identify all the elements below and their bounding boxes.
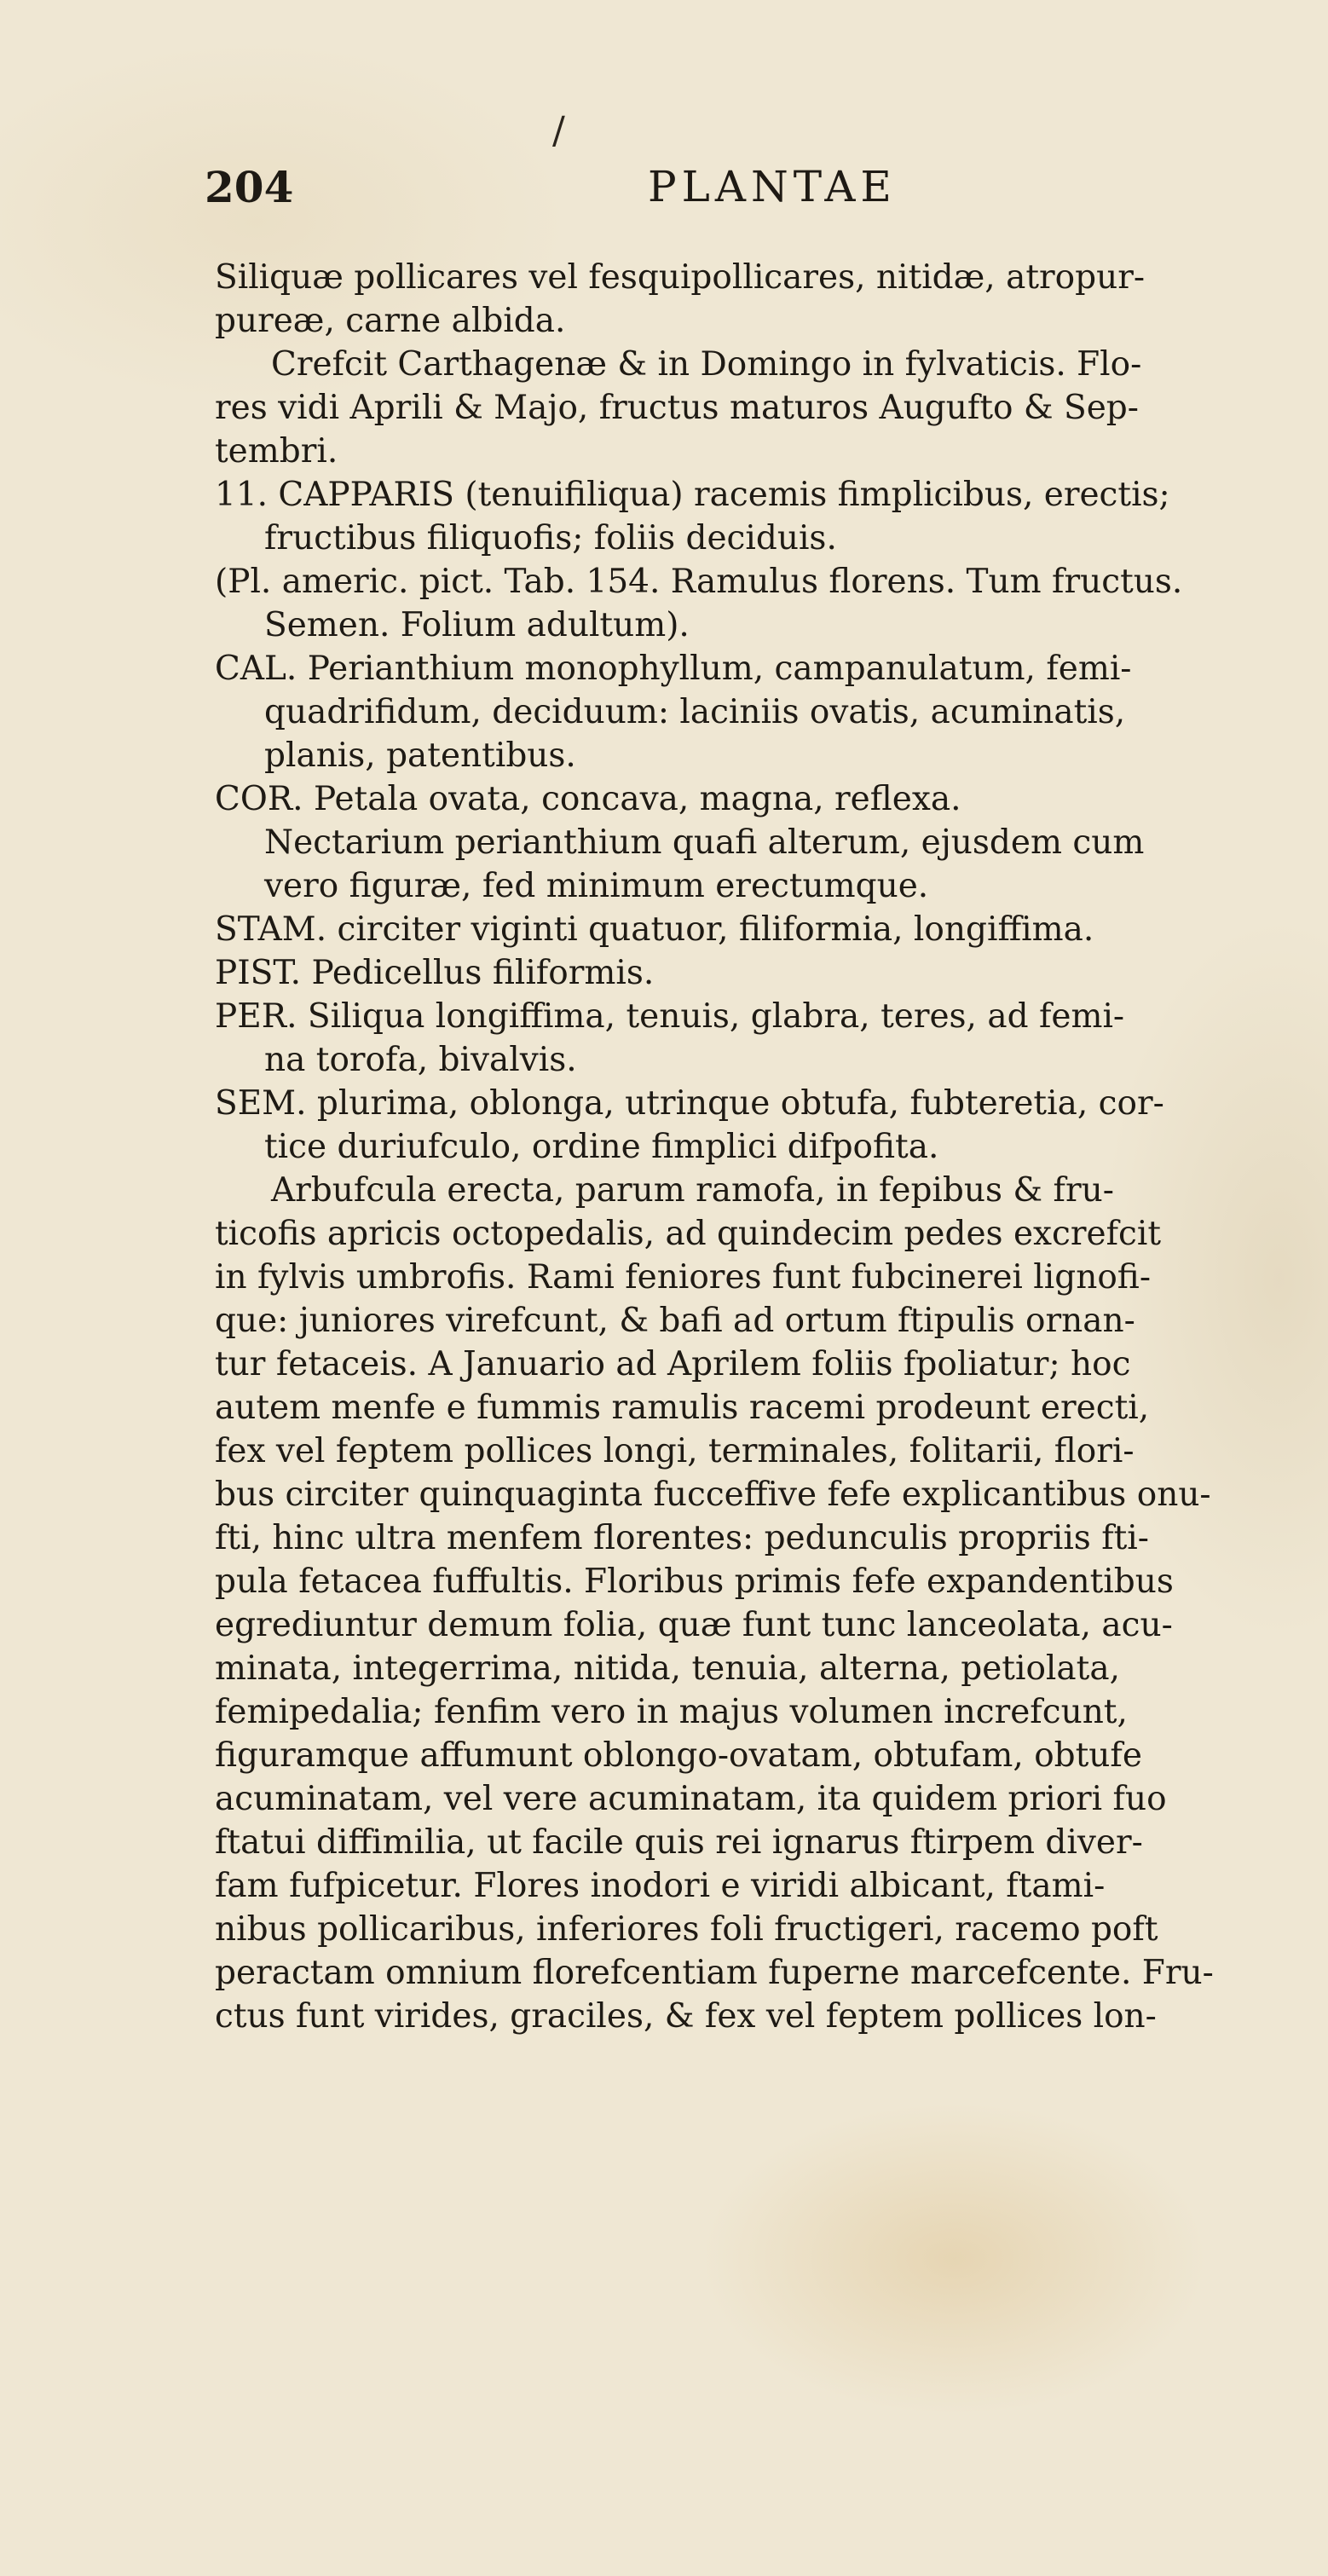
text-line: autem menfe e fummis ramulis racemi prodeunt erecti, [215, 1389, 1150, 1427]
text-line: bus circiter quinquaginta fucceffive fefe explicantibus onu- [215, 1476, 1211, 1514]
text-line: acuminatam, vel vere acuminatam, ita quidem priori fuo [215, 1780, 1167, 1818]
text-line: fex vel feptem pollices longi, terminales, folitarii, flori- [215, 1432, 1135, 1470]
text-line: in fylvis umbrofis. Rami feniores funt fubcinerei lignofi- [215, 1258, 1151, 1297]
text-line: CAL. Perianthium monophyllum, campanulatum, femi- [215, 650, 1132, 688]
text-line: que: juniores virefcunt, & bafi ad ortum ftipulis ornan- [215, 1302, 1135, 1340]
text-line: vero figuræ, fed minimum erectumque. [264, 867, 929, 905]
running-title: PLANTAE [648, 162, 897, 211]
text-line: quadrifidum, deciduum: laciniis ovatis, acuminatis, [264, 693, 1126, 731]
text-line: pureæ, carne albida. [215, 302, 566, 340]
text-line: res vidi Aprili & Majo, fructus maturos Augufto & Sep- [215, 389, 1139, 427]
text-line: tur fetaceis. A Januario ad Aprilem foliis fpoliatur; hoc [215, 1345, 1131, 1383]
text-line: ticofis apricis octopedalis, ad quindecim pedes excrefcit [215, 1215, 1162, 1253]
text-line: PER. Siliqua longiffima, tenuis, glabra, teres, ad femi- [215, 997, 1125, 1036]
text-line: planis, patentibus. [264, 736, 576, 775]
text-line: fti, hinc ultra menfem florentes: pedunculis propriis fti- [215, 1519, 1149, 1557]
text-line: peractam omnium florefcentiam fuperne marcefcente. Fru- [215, 1954, 1214, 1992]
text-line: Semen. Folium adultum). [264, 606, 690, 644]
text-line: COR. Petala ovata, concava, magna, reflexa. [215, 780, 961, 818]
text-line: Arbufcula erecta, parum ramofa, in fepibus & fru- [271, 1171, 1114, 1210]
text-line: Nectarium perianthium quafi alterum, ejusdem cum [264, 823, 1145, 862]
ink-mark: / [552, 109, 565, 153]
text-line: minata, integerrima, nitida, tenuia, alterna, petiolata, [215, 1649, 1120, 1688]
text-line: tembri. [215, 432, 338, 471]
text-line: (Pl. americ. pict. Tab. 154. Ramulus florens. Tum fructus. [215, 563, 1183, 601]
running-header [205, 162, 1313, 222]
text-line: fructibus filiquofis; foliis deciduis. [264, 519, 837, 557]
text-line: 11. CAPPARIS (tenuifiliqua) racemis fimplicibus, erectis; [215, 476, 1170, 514]
text-line: egrediuntur demum folia, quæ funt tunc lanceolata, acu- [215, 1606, 1173, 1644]
text-line: pula fetacea fuffultis. Floribus primis fefe expandentibus [215, 1562, 1174, 1601]
text-line: fam fufpicetur. Flores inodori e viridi albicant, ftami- [215, 1867, 1106, 1905]
text-line: STAM. circiter viginti quatuor, filiformia, longiffima. [215, 910, 1094, 949]
text-line: Crefcit Carthagenæ & in Domingo in fylvaticis. Flo- [271, 345, 1142, 384]
text-line: ftatui diffimilia, ut facile quis rei ignarus ftirpem diver- [215, 1823, 1143, 1862]
text-line: figuramque affumunt oblongo-ovatam, obtufam, obtufe [215, 1736, 1142, 1775]
text-line: ctus funt virides, graciles, & fex vel feptem pollices lon- [215, 1997, 1157, 2036]
text-line: na torofa, bivalvis. [264, 1041, 577, 1079]
text-line: Siliquæ pollicares vel fesquipollicares, nitidæ, atropur- [215, 258, 1146, 297]
text-line: nibus pollicaribus, inferiores foli fructigeri, racemo poft [215, 1910, 1158, 1949]
text-line: tice duriufculo, ordine fimplici difpofita. [264, 1128, 939, 1166]
text-line: PIST. Pedicellus filiformis. [215, 954, 655, 992]
text-line: femipedalia; fenfim vero in majus volumen increfcunt, [215, 1693, 1128, 1731]
page-number: 204 [205, 162, 294, 212]
text-line: SEM. plurima, oblonga, utrinque obtufa, fubteretia, cor- [215, 1084, 1164, 1123]
page-text [215, 256, 1323, 2038]
